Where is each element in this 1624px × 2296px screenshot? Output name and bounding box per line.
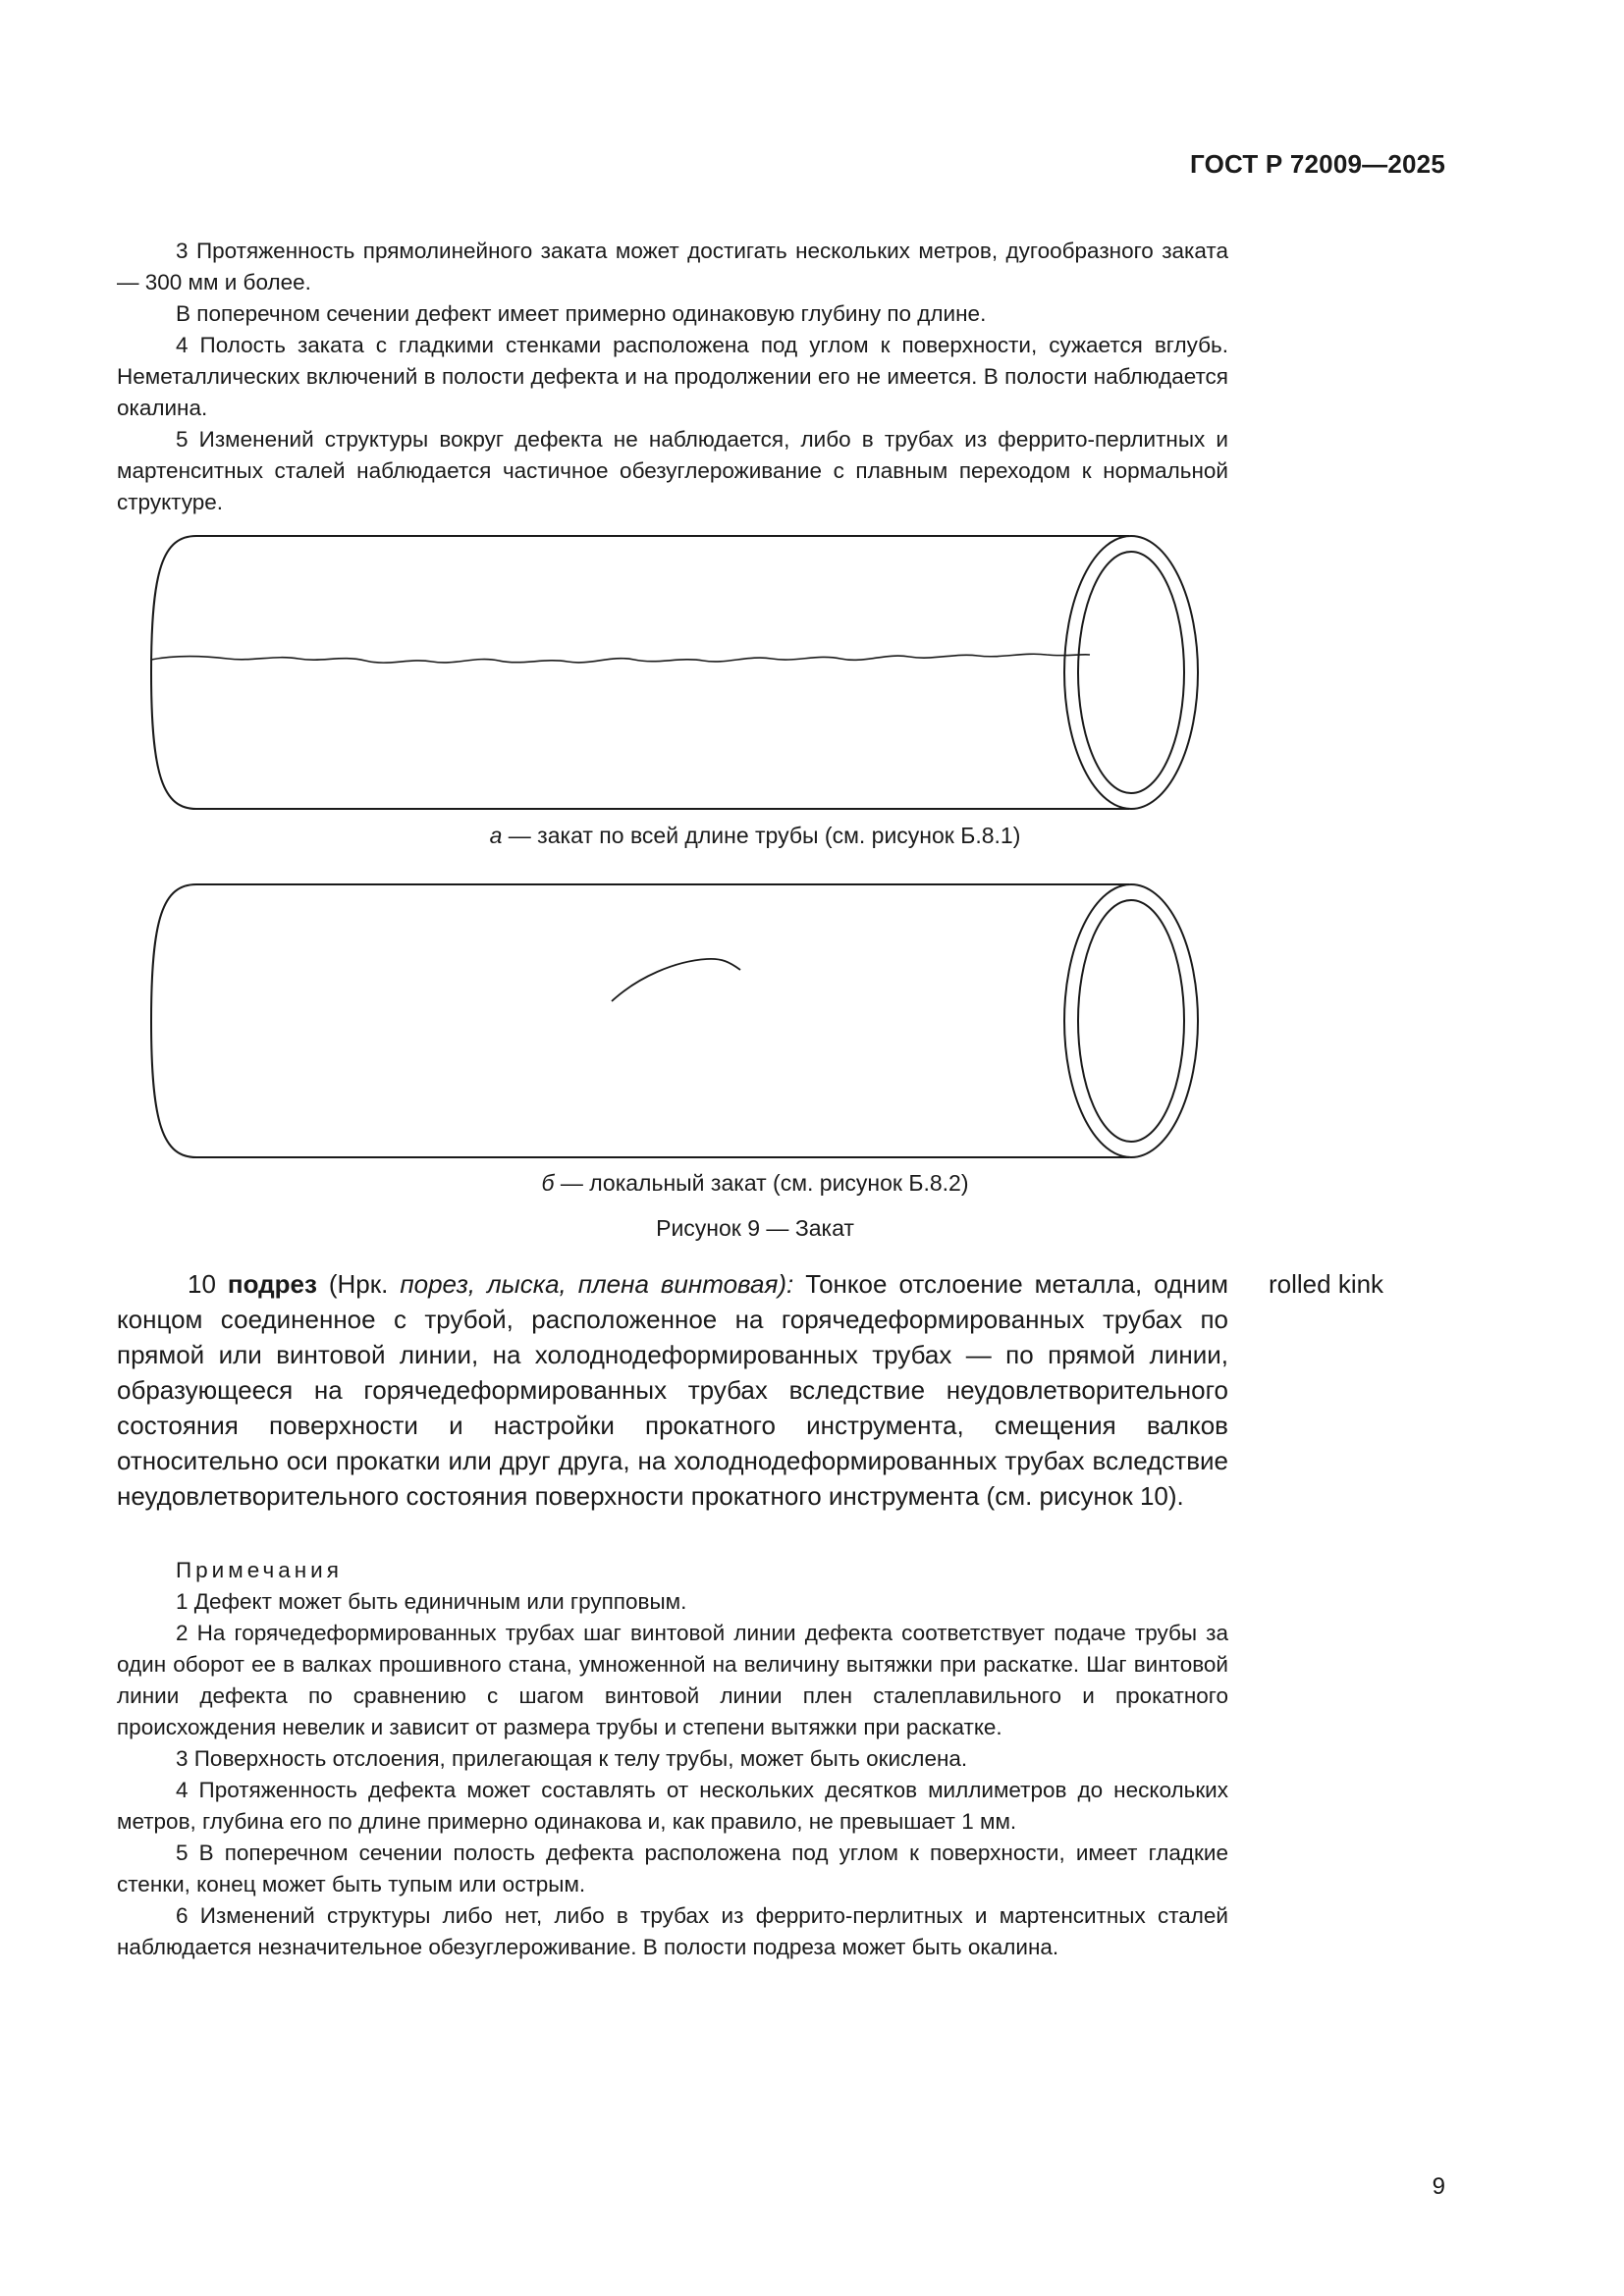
paragraph: В поперечном сечении дефект имеет примерно одинаковую глубину по длине. [176,301,987,326]
figure-9b-caption [117,1168,1393,1198]
term-10-definition [117,1266,1228,1514]
figure-9-title: Рисунок 9 — Закат [656,1215,854,1241]
caption-text: — локальный закат (см. рисунок Б.8.2) [554,1170,969,1196]
notes-block [117,1555,1228,1963]
caption-letter: а [489,823,503,848]
note-item: 2 На горячедеформированных трубах шаг винтовой линии дефекта соответствует подаче трубы за один оборот ее в валках прошивного стана, умноженной на величину вытяжки при раскатке. Шаг винтовой линии дефекта по сравнению с шагом винтовой линии плен сталеплавильного и прокатного происхождения невелик и зависит от размера трубы и степени вытяжки при раскатке. [117,1621,1228,1739]
note-item: 1 Дефект может быть единичным или групповым. [176,1589,687,1614]
notes-continued-block [117,236,1228,518]
paragraph: 4 Полость заката с гладкими стенками расположена под углом к поверхности, сужается вглубь. Неметаллических включений в полости дефекта и на продолжении его не имеется. В полости наблюдается окалина. [117,333,1228,420]
term-synonyms: порез, лыска, плена винтовая): [400,1269,794,1299]
term-10-english: rolled kink [1269,1269,1384,1299]
pipe-end-outer [1064,884,1198,1157]
lap-defect-line [151,654,1090,663]
caption-text: — закат по всей длине трубы (см. рисунок Б.8.1) [502,823,1021,848]
notes-heading-text: Примечания [176,1558,343,1582]
notes-heading [117,1555,1228,1586]
note-item: 5 В поперечном сечении полость дефекта расположена под углом к поверхности, имеет гладкие стенки, конец может быть тупым или острым. [117,1841,1228,1896]
paragraph: 3 Протяженность прямолинейного заката может достигать нескольких метров, дугообразного заката — 300 мм и более. [117,239,1228,294]
pipe-end-inner [1078,900,1184,1142]
local-lap-defect [612,959,740,1001]
figure-9a-caption [117,821,1393,850]
pipe-body-outline [151,884,1129,1157]
note-item: 6 Изменений структуры либо нет, либо в трубах из феррито-перлитных и мартенситных сталей наблюдается незначительное обезуглероживание. В полости подреза может быть окалина. [117,1903,1228,1959]
figure-9b-pipe-local-lap [137,879,1218,1163]
pipe-end-inner [1078,552,1184,793]
pipe-end-outer [1064,536,1198,809]
pipe-body-outline [151,536,1129,809]
term-name: подрез [227,1269,317,1299]
caption-letter: б [541,1170,555,1196]
standard-code: ГОСТ Р 72009—2025 [1190,149,1445,179]
paragraph: 5 Изменений структуры вокруг дефекта не наблюдается, либо в трубах из феррито-перлитных и мартенситных сталей наблюдается частичное обезуглероживание с плавным переходом к нормальной структуре. [117,427,1228,514]
note-item: 4 Протяженность дефекта может составлять от нескольких десятков миллиметров до нескольких метров, глубина его по длине примерно одинакова и, как правило, не превышает 1 мм. [117,1778,1228,1834]
page-number: 9 [1432,2173,1445,2200]
term-number: 10 [188,1269,216,1299]
figure-9a-pipe-full-length-lap [137,530,1218,815]
term-open: (Нрк. [316,1269,401,1299]
note-item: 3 Поверхность отслоения, прилегающая к телу трубы, может быть окислена. [176,1746,968,1771]
term-definition-text: Тонкое отслоение металла, одним концом соединенное с трубой, расположенное на горячедеформированных трубах по прямой или винтовой линии, на холоднодеформированных трубах — по прямой линии, образующееся на горячедеформированных трубах вследствие неудовлетворительного состояния поверхности и настройки прокатного инструмента, смещения валков относительно оси прокатки или друг друга, на холоднодеформированных трубах вследствие неудовлетворительного состояния поверхности прокатного инструмента (см. рисунок 10). [117,1269,1228,1511]
